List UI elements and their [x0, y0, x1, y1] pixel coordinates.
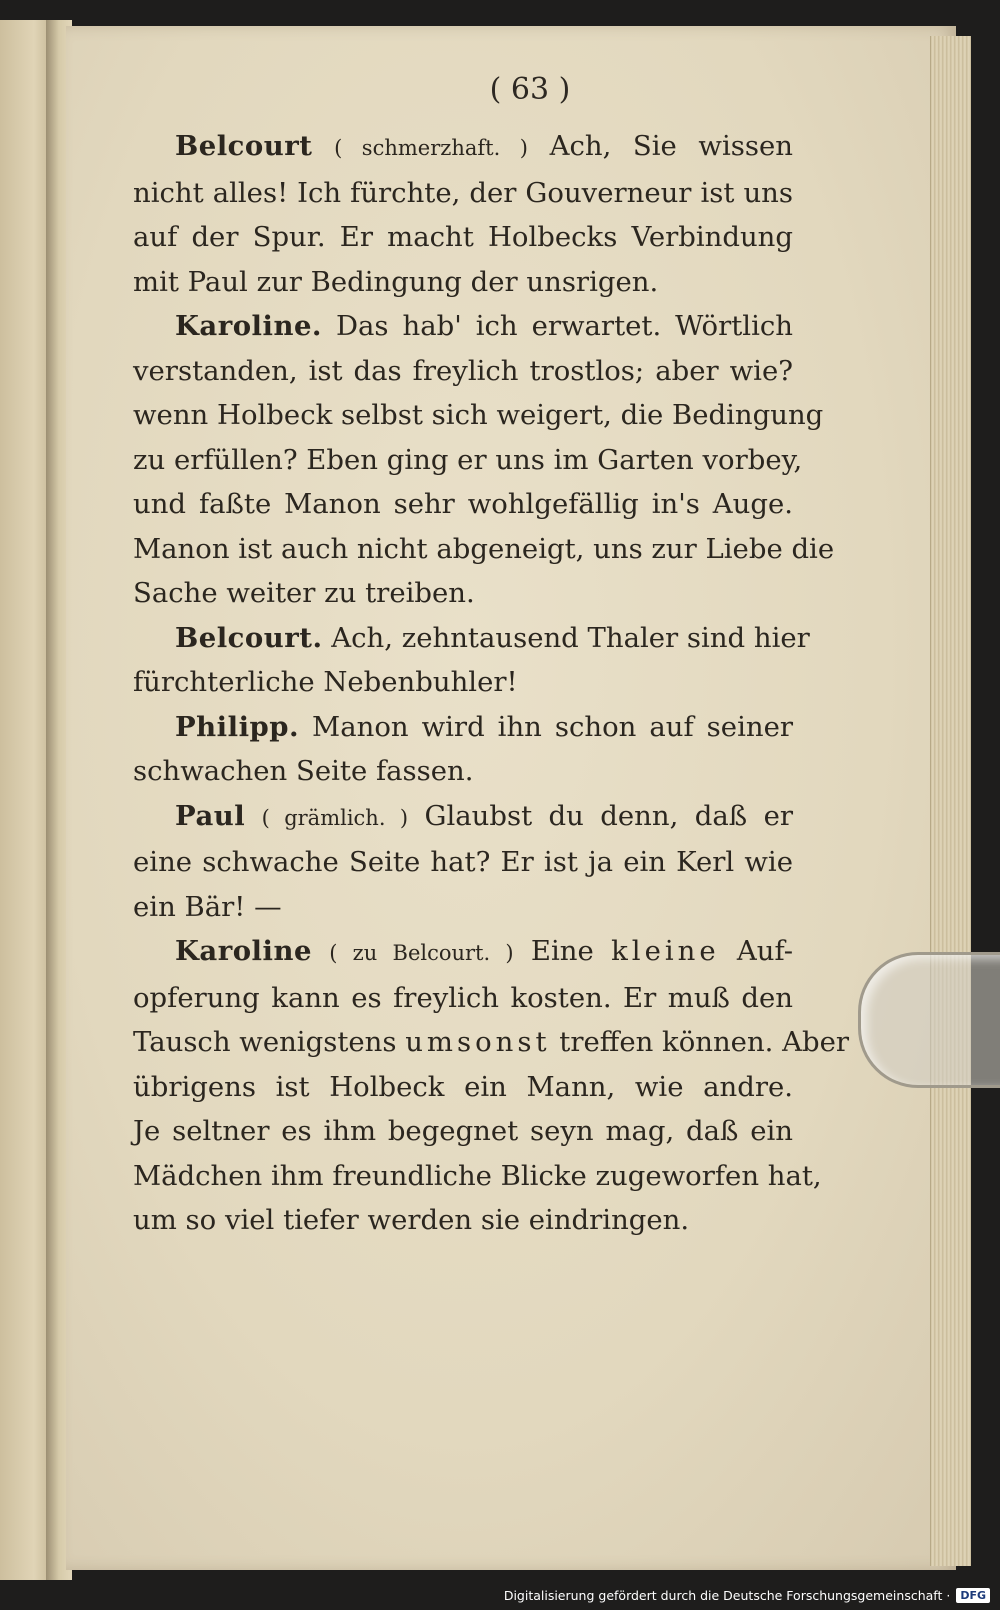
- line-text: Ach, zehntausend Thaler sind hier: [322, 621, 810, 654]
- text-line: [133, 660, 793, 705]
- text-line: [133, 885, 793, 930]
- line-text: treffen können. Aber: [550, 1026, 850, 1058]
- speaker-name: Belcourt: [175, 130, 313, 162]
- line-text: verstanden, ist das freylich trostlos; aber wie?: [133, 354, 793, 387]
- text-line: [133, 840, 793, 885]
- line-text: [245, 800, 261, 832]
- line-text: [312, 130, 334, 162]
- line-text: Tausch wenigstens: [133, 1026, 406, 1058]
- speaker-name: Belcourt.: [175, 621, 323, 654]
- line-text: zu erfüllen? Eben ging er uns im Garten vorbey,: [133, 443, 803, 476]
- line-text: Mädchen ihm freundliche Blicke zugeworfen hat,: [133, 1159, 822, 1192]
- text-line: [133, 616, 810, 661]
- speaker-name: Karoline.: [175, 310, 323, 342]
- line-text: Manon ist auch nicht abgeneigt, uns zur Liebe die: [133, 532, 835, 565]
- text-line: [133, 260, 793, 305]
- speaker-name: Paul: [175, 799, 246, 832]
- line-text: schwachen Seite fassen.: [133, 755, 474, 787]
- line-text: kleine: [611, 935, 720, 967]
- text-line: [133, 929, 793, 976]
- text-line: [133, 349, 793, 394]
- line-text: Ach, Sie wissen: [527, 130, 793, 162]
- text-line: [133, 393, 824, 438]
- line-text: fürchterliche Nebenbuhler!: [133, 666, 518, 698]
- footer-credit: [504, 1584, 990, 1606]
- line-text: Je seltner es ihm begegnet seyn mag, daß ein: [133, 1115, 793, 1147]
- line-text: Glaubst du denn, daß er: [408, 799, 793, 832]
- line-text: nicht alles! Ich fürchte, der Gouverneur ist uns: [133, 176, 793, 209]
- speaker-name: Karoline: [175, 935, 312, 967]
- line-text: übrigens ist Holbeck ein Mann, wie andre.: [133, 1070, 793, 1103]
- text-line: [133, 527, 835, 572]
- text-line: [133, 1198, 793, 1243]
- text-line: [133, 976, 793, 1021]
- text-line: [133, 171, 793, 216]
- text-line: [133, 1109, 793, 1154]
- text-line: [133, 482, 793, 527]
- line-text: eine schwache Seite hat? Er ist ja ein Kerl wie: [133, 846, 793, 878]
- text-line: [133, 215, 793, 260]
- text-line: [133, 1154, 822, 1199]
- text-line: [133, 124, 793, 171]
- page-number: ( 63 ): [489, 72, 571, 107]
- stage-direction: ( grämlich. ): [261, 805, 409, 830]
- dfg-logo: DFG: [956, 1588, 990, 1603]
- text-body: [133, 124, 850, 1243]
- line-text: opferung kann es freylich kosten. Er muß den: [133, 981, 793, 1014]
- text-line: [133, 571, 793, 616]
- line-text: und faßte Manon sehr wohlgefällig in's Auge.: [133, 488, 793, 520]
- line-text: Das hab' ich erwartet. Wörtlich: [322, 310, 793, 342]
- text-line: [133, 705, 793, 750]
- text-line: [133, 1020, 850, 1065]
- stage-direction: ( zu Belcourt. ): [329, 941, 514, 965]
- line-text: Sache weiter zu treiben.: [133, 577, 475, 609]
- text-line: [133, 438, 803, 483]
- line-text: Manon wird ihn schon auf seiner: [299, 710, 793, 743]
- stage-direction: ( schmerzhaft. ): [334, 136, 528, 160]
- line-text: Eine: [513, 935, 612, 967]
- text-line: [133, 304, 793, 349]
- page-clip: [858, 952, 1000, 1088]
- page-stack-edge: [930, 36, 971, 1566]
- line-text: wenn Holbeck selbst sich weigert, die Bedingung: [133, 399, 824, 431]
- line-text: um so viel tiefer werden sie eindringen.: [133, 1204, 690, 1236]
- text-line: [133, 1065, 793, 1110]
- speaker-name: Philipp.: [175, 710, 300, 743]
- footer-text: Digitalisierung gefördert durch die Deutsche Forschungsgemeinschaft ·: [503, 1587, 951, 1603]
- line-text: [312, 935, 329, 967]
- line-text: mit Paul zur Bedingung der unsrigen.: [133, 265, 659, 298]
- line-text: auf der Spur. Er macht Holbecks Verbindung: [133, 221, 793, 253]
- text-line: [133, 749, 793, 794]
- line-text: ein Bär! —: [133, 890, 282, 923]
- line-text: umsonst: [405, 1026, 551, 1058]
- line-text: Auf-: [719, 935, 793, 967]
- text-line: [133, 794, 793, 841]
